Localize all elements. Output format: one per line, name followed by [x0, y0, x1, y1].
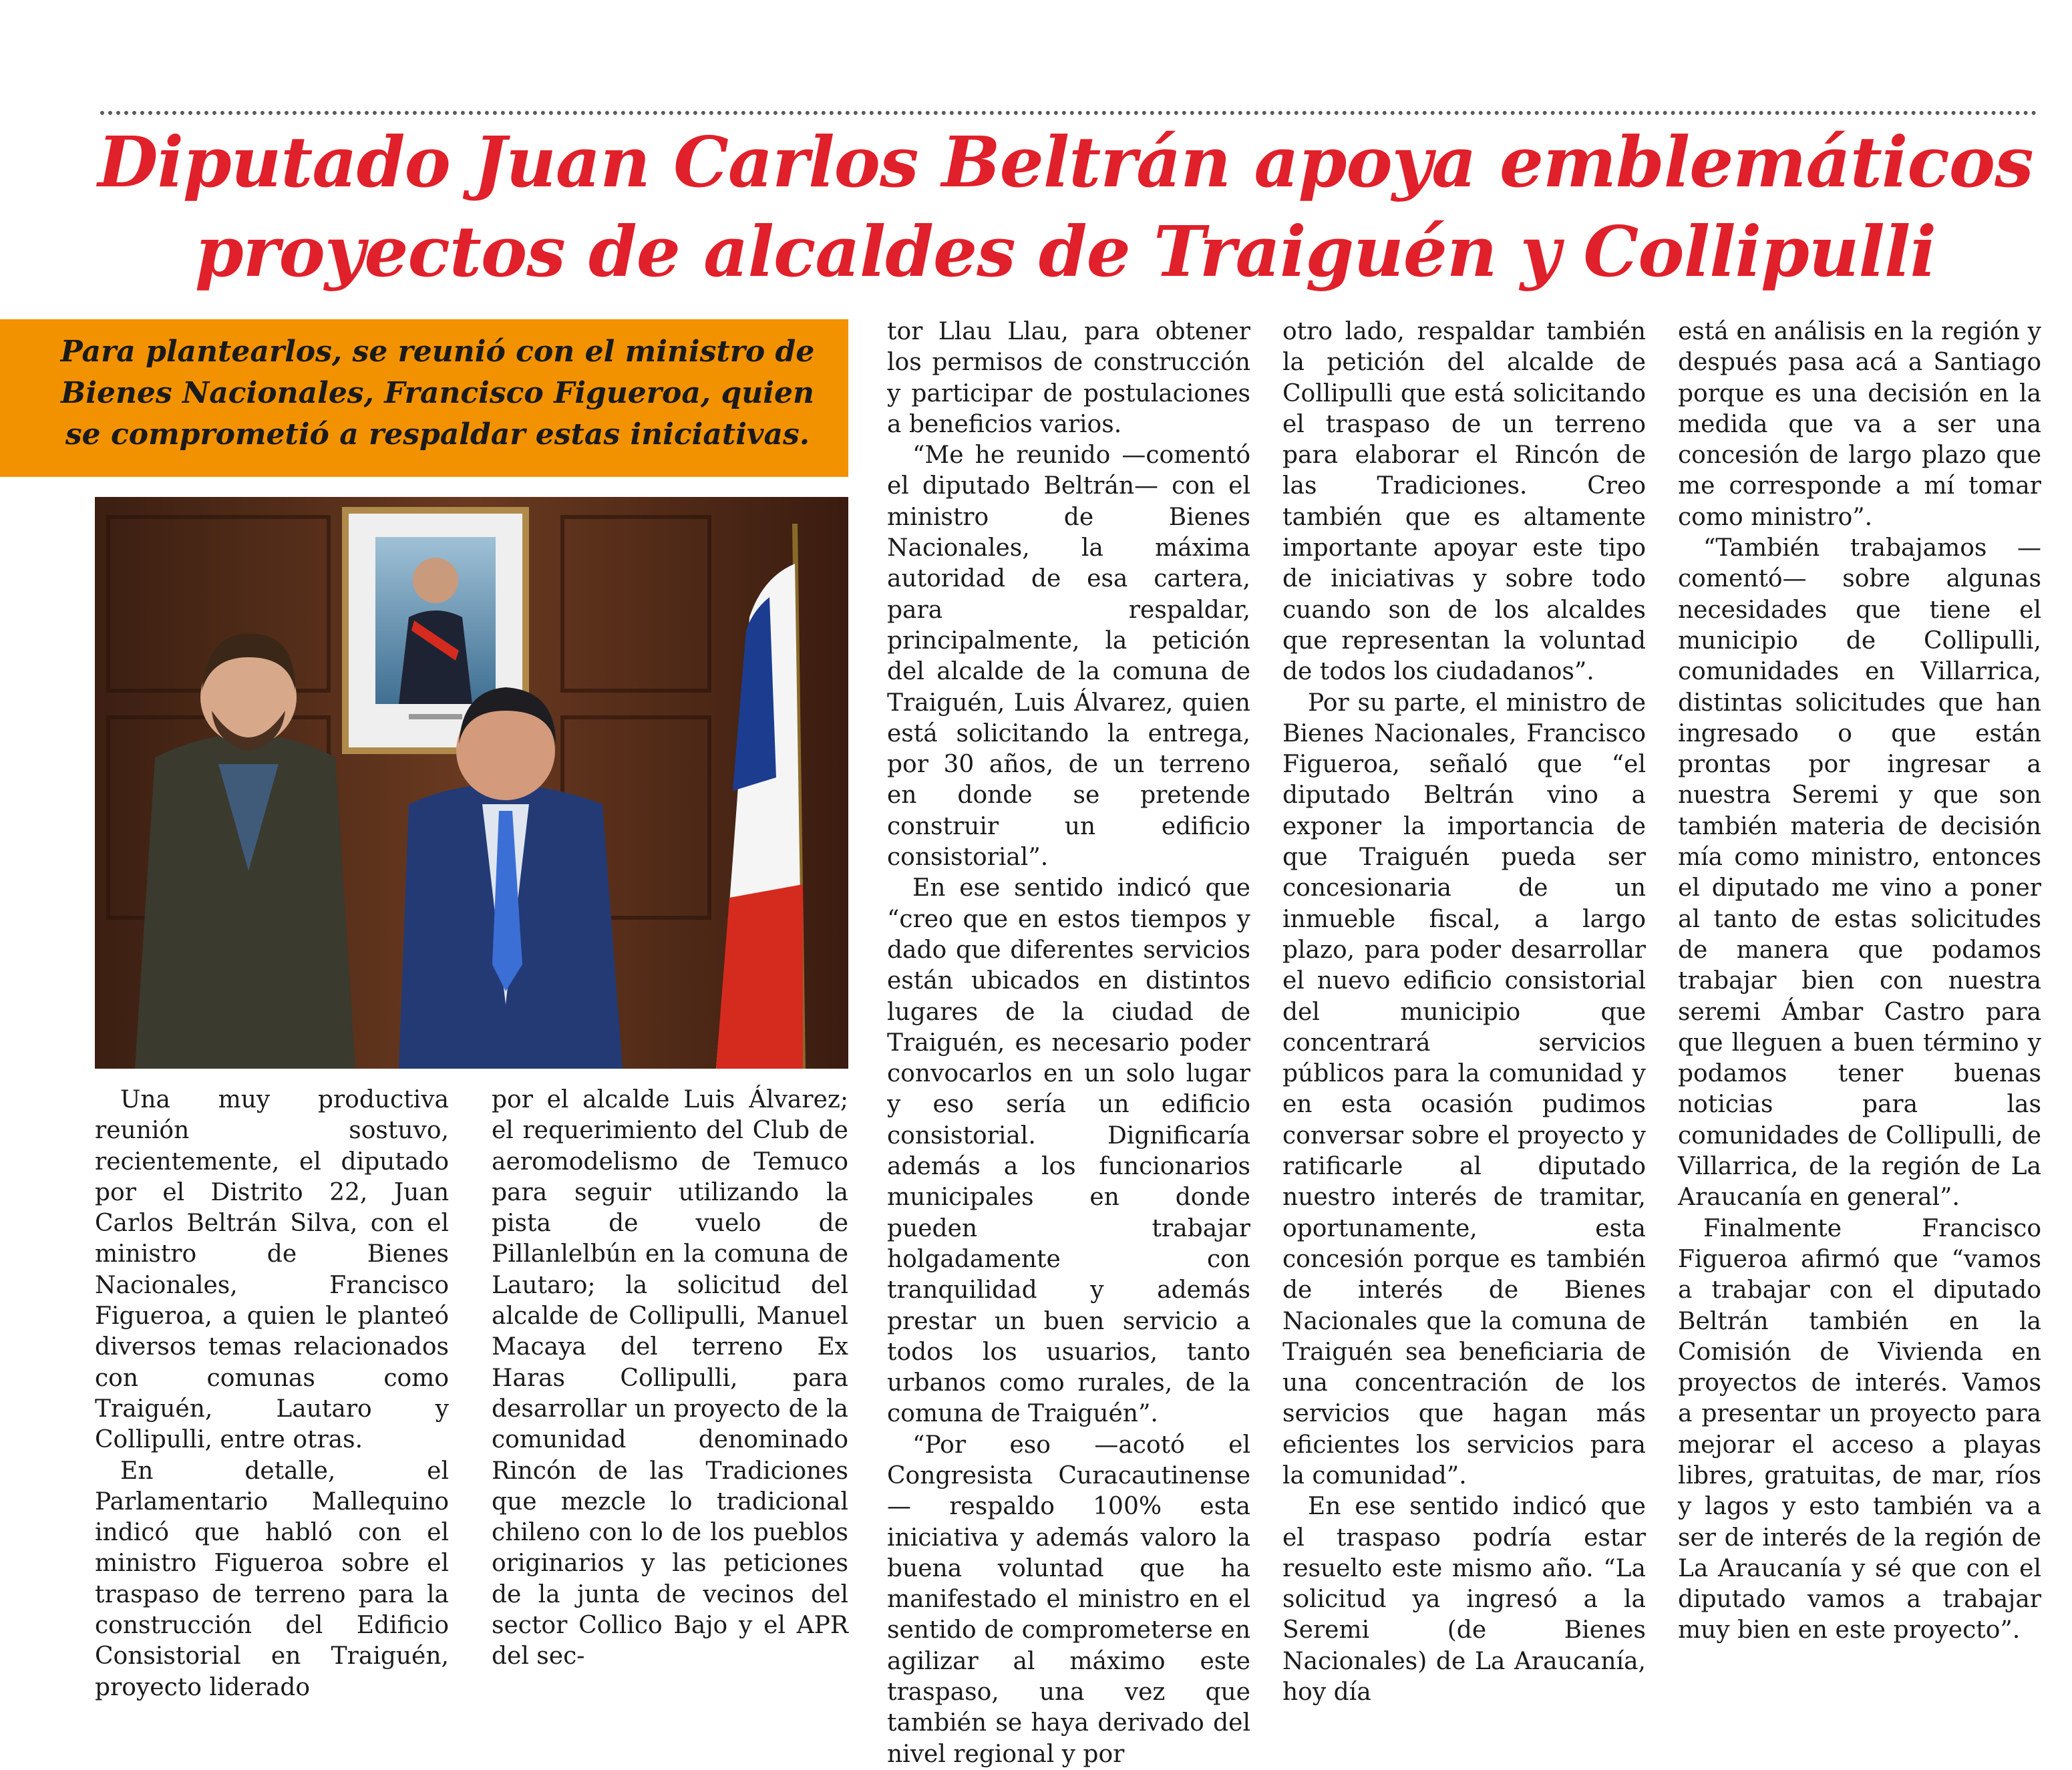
article-column-2	[492, 1085, 848, 1672]
article-photo	[95, 497, 848, 1069]
paragraph: “Por eso —acotó el Congresista Curacautinense— respaldo 100% esta iniciativa y además valoro la buena voluntad que ha manifestado el ministro en el sentido de comprometerse en agilizar al máximo este traspaso, una vez que también se haya derivado del nivel regional y por	[887, 1431, 1250, 1768]
paragraph: En ese sentido indicó que el traspaso podría estar resuelto este mismo año. “La solicitud ya ingresó a la Seremi (de Bienes Nacionales) de La Araucanía, hoy día	[1282, 1493, 1646, 1707]
paragraph: En detalle, el Parlamentario Mallequino indicó que habló con el ministro Figueroa sobre el traspaso de terreno para la construcción del Edificio Consistorial en Traiguén, proyecto liderado	[95, 1457, 449, 1701]
paragraph: Finalmente Francisco Figueroa afirmó que “vamos a trabajar con el diputado Beltrán también en la Comisión de Vivienda en proyectos de interés. Vamos a presentar un proyecto para mejorar el acceso a playas libres, gratuitas, de mar, ríos y lagos y esto también va a ser de interés de la región de La Araucanía y sé que con el diputado vamos a trabajar muy bien en este proyecto”.	[1678, 1214, 2041, 1644]
article-headline	[67, 118, 2064, 297]
paragraph: otro lado, respaldar también la petición del alcalde de Collipulli que está solicitando el traspaso de un terreno para elaborar el Rincón de las Tradiciones. Creo también que es altamente importante apoyar este tipo de iniciativas y sobre todo cuando son de los alcaldes que representan la voluntad de todos los ciudadanos”.	[1282, 318, 1646, 686]
paragraph: En ese sentido indicó que “creo que en estos tiempos y dado que diferentes servicios están ubicados en distintos lugares de la ciudad de Traiguén, es necesario poder convocarlos en un solo lugar y eso sería un edificio consistorial. Dignificaría además a los funcionarios municipales en donde pueden trabajar holgadamente con tranquilidad y además prestar un buen servicio a todos los usuarios, tanto urbanos como rurales, de la comuna de Traiguén”.	[887, 874, 1250, 1428]
paragraph: “También trabajamos —comentó— sobre algunas necesidades que tiene el municipio de Collipulli, comunidades en Villarrica, distintas solicitudes que han ingresado o que están prontas por ingresar a nuestra Seremi y que son también materia de decisión mía como ministro, entonces el diputado me vino a poner al tanto de estas solicitudes de manera que podamos trabajar bien con nuestra seremi Ámbar Castro para que lleguen a buen término y podamos tener buenas noticias para las comunidades de Collipulli, de Villarrica, de la región de La Araucanía en general”.	[1678, 534, 2041, 1212]
article-column-3	[887, 317, 1250, 1770]
lead-text: Para plantearlos, se reunió con el ministro de Bienes Nacionales, Francisco Figueroa, quien se comprometió a respaldar estas iniciativas.	[60, 335, 815, 452]
meeting-photo-illustration	[95, 497, 848, 1069]
article-column-5	[1678, 317, 2041, 1646]
paragraph: está en análisis en la región y después pasa acá a Santiago porque es una decisión en la medida que va a ser una concesión de largo plazo que me corresponde a mí tomar como ministro”.	[1678, 318, 2041, 531]
article-column-1	[95, 1085, 449, 1703]
paragraph: Una muy productiva reunión sostuvo, recientemente, el diputado por el Distrito 22, Juan Carlos Beltrán Silva, con el ministro de Bienes Nacionales, Francisco Figueroa, a quien le planteó diversos temas relacionados con comunas como Traiguén, Lautaro y Collipulli, entre otras.	[95, 1086, 449, 1454]
paragraph: Por su parte, el ministro de Bienes Nacionales, Francisco Figueroa, señaló que “el diputado Beltrán vino a exponer la importancia de que Traiguén pueda ser concesionaria de un inmueble fiscal, a largo plazo, para poder desarrollar el nuevo edificio consistorial del municipio que concentrará servicios públicos para la comunidad y en esta ocasión pudimos conversar sobre el proyecto y ratificarle al diputado nuestro interés de tramitar, oportunamente, esta concesión porque es también de interés de Bienes Nacionales que la comuna de Traiguén sea beneficiaria de una concentración de los servicios que hagan más eficientes los servicios para la comunidad”.	[1282, 689, 1646, 1489]
article-column-4	[1282, 317, 1646, 1708]
paragraph: por el alcalde Luis Álvarez; el requerimiento del Club de aeromodelismo de Temuco para seguir utilizando la pista de vuelo de Pillanlelbún en la comuna de Lautaro; la solicitud del alcalde de Collipulli, Manuel Macaya del terreno Ex Haras Collipulli, para desarrollar un proyecto de la comunidad denominado Rincón de las Tradiciones que mezcle lo tradicional chileno con lo de los pueblos originarios y las peticiones de la junta de vecinos del sector Collico Bajo y el APR del sec-	[492, 1086, 848, 1670]
top-dotted-rule	[100, 111, 2037, 115]
paragraph: tor Llau Llau, para obtener los permisos de construcción y participar de postulaciones a beneficios varios.	[887, 318, 1250, 438]
headline-line-2: proyectos de alcaldes de Traiguén y Collipulli	[195, 210, 1936, 293]
headline-line-1: Diputado Juan Carlos Beltrán apoya emblemáticos	[98, 121, 2033, 203]
paragraph: “Me he reunido —comentó el diputado Beltrán— con el ministro de Bienes Nacionales, la máxima autoridad de esa cartera, para respaldar, principalmente, la petición del alcalde de la comuna de Traiguén, Luis Álvarez, quien está solicitando la entrega, por 30 años, de un terreno en donde se pretende construir un edificio consistorial”.	[887, 441, 1250, 872]
lead-box	[0, 319, 848, 477]
